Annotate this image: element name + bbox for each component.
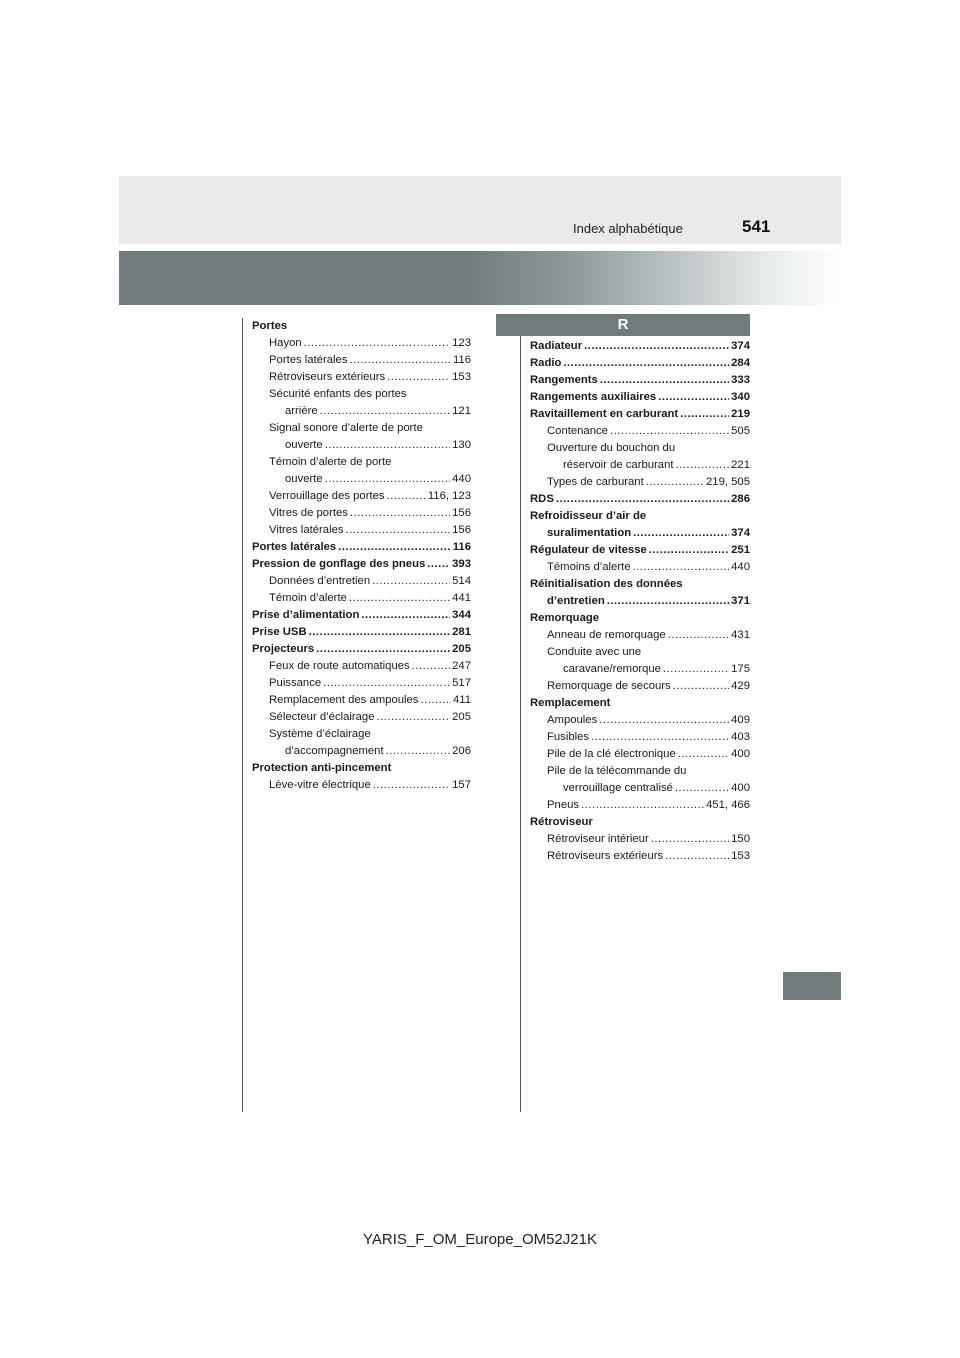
- leader-dots: [350, 505, 450, 522]
- index-entry: [252, 658, 471, 675]
- index-entry-page: 116, 123: [427, 490, 471, 502]
- index-entry-term: Vitres de portes: [269, 507, 348, 519]
- leader-dots: [633, 525, 729, 542]
- index-entry-term: Anneau de remorquage: [547, 629, 666, 641]
- index-entry-term: Pression de gonflage des pneus: [252, 558, 426, 570]
- index-entry-page: 251: [731, 544, 750, 556]
- index-entry: [252, 624, 471, 641]
- index-entry-page: 121: [452, 405, 471, 417]
- index-entry-page: 116: [452, 354, 471, 366]
- index-entry: [530, 389, 750, 406]
- index-entry-page: 156: [452, 524, 471, 536]
- index-entry: [252, 420, 471, 437]
- index-entry-term: Remplacement: [530, 697, 611, 709]
- leader-dots: [633, 559, 730, 576]
- index-entry-term: Ampoules: [547, 714, 598, 726]
- index-entry: [530, 338, 750, 355]
- index-entry: [530, 831, 750, 848]
- index-entry-page: 219: [731, 408, 750, 420]
- index-entry: [252, 352, 471, 369]
- index-entry-page: 344: [452, 609, 471, 621]
- index-entry: [252, 777, 471, 794]
- index-entry-term: Sécurité enfants des portes: [269, 388, 407, 400]
- leader-dots: [649, 542, 729, 559]
- center-column-rule: [520, 318, 521, 1112]
- index-entry: [530, 355, 750, 372]
- leader-dots: [680, 406, 729, 423]
- index-entry-term: Pneus: [547, 799, 580, 811]
- index-entry: [530, 627, 750, 644]
- index-entry: [252, 556, 471, 573]
- leader-dots: [320, 403, 450, 420]
- leader-dots: [387, 369, 450, 386]
- index-entry-page: 206: [452, 745, 471, 757]
- index-entry-page: 130: [452, 439, 471, 451]
- index-entry-term: Pile de la télécommande du: [547, 765, 687, 777]
- index-entry: [530, 729, 750, 746]
- index-entry-term: Radiateur: [530, 340, 583, 352]
- index-entry-term: Conduite avec une: [547, 646, 642, 658]
- index-entry-term: Témoin d’alerte: [269, 592, 347, 604]
- leader-dots: [563, 355, 729, 372]
- index-entry-term: Puissance: [269, 677, 322, 689]
- index-entry-term: Pile de la clé électronique: [547, 748, 676, 760]
- leader-dots: [665, 848, 729, 865]
- leader-dots: [323, 675, 450, 692]
- index-entry-page: 284: [731, 357, 750, 369]
- leader-dots: [350, 352, 451, 369]
- header-band: [119, 176, 841, 244]
- index-entry-page: 440: [731, 561, 750, 573]
- index-entry-page: 371: [731, 595, 750, 607]
- index-entry-page: 205: [452, 643, 471, 655]
- index-entry-page: 153: [452, 371, 471, 383]
- leader-dots: [675, 780, 729, 797]
- index-entry-term: Rétroviseur intérieur: [547, 833, 649, 845]
- index-entry-page: 400: [731, 782, 750, 794]
- index-entry: [252, 573, 471, 590]
- index-entry-page: 150: [731, 833, 750, 845]
- leader-dots: [581, 797, 704, 814]
- index-entry: [530, 440, 750, 457]
- index-entry: [530, 763, 750, 780]
- index-entry-page: 333: [731, 374, 750, 386]
- leader-dots: [349, 590, 450, 607]
- index-entry-term: Réinitialisation des données: [530, 578, 683, 590]
- index-entry-term: Types de carburant: [547, 476, 644, 488]
- index-entry-term: Données d’entretien: [269, 575, 371, 587]
- index-entry: [530, 576, 750, 593]
- index-entry: [252, 760, 471, 777]
- index-entry-page: 219, 505: [706, 476, 750, 488]
- index-entry-term: Rangements: [530, 374, 598, 386]
- index-entry-page: 156: [452, 507, 471, 519]
- index-entry-page: 409: [731, 714, 750, 726]
- index-entry: [252, 675, 471, 692]
- index-entry-term: verrouillage centralisé: [563, 782, 673, 794]
- index-entry-page: 157: [452, 779, 471, 791]
- index-entry-page: 247: [452, 660, 471, 672]
- index-entry: [530, 780, 750, 797]
- index-entry-page: 175: [731, 663, 750, 675]
- index-entry-term: Ouverture du bouchon du: [547, 442, 676, 454]
- index-entry-term: réservoir de carburant: [563, 459, 674, 471]
- leader-dots: [309, 624, 451, 641]
- leader-dots: [651, 831, 729, 848]
- index-entry: [252, 692, 471, 709]
- index-entry-page: 403: [731, 731, 750, 743]
- leader-dots: [658, 389, 729, 406]
- index-entry-term: Protection anti-pincement: [252, 762, 392, 774]
- index-entry: [252, 437, 471, 454]
- index-entry-term: Verrouillage des portes: [269, 490, 385, 502]
- index-entry-page: 123: [452, 337, 471, 349]
- leader-dots: [412, 658, 450, 675]
- index-entry: [252, 454, 471, 471]
- leader-dots: [663, 661, 729, 678]
- index-entry-term: Régulateur de vitesse: [530, 544, 647, 556]
- document-code: YARIS_F_OM_Europe_OM52J21K: [362, 1231, 597, 1248]
- index-entry: [530, 746, 750, 763]
- index-entry-term: Rétroviseurs extérieurs: [269, 371, 386, 383]
- index-entry-page: 451, 466: [706, 799, 750, 811]
- index-entry: [530, 695, 750, 712]
- leader-dots: [646, 474, 704, 491]
- index-entry-term: arrière: [285, 405, 318, 417]
- leader-dots: [387, 488, 426, 505]
- index-entry-page: 505: [731, 425, 750, 437]
- index-entry-term: Hayon: [269, 337, 302, 349]
- index-entry-page: 374: [731, 527, 750, 539]
- index-entry-term: Remplacement des ampoules: [269, 694, 419, 706]
- index-entry-term: Sélecteur d’éclairage: [269, 711, 375, 723]
- index-entry: [252, 539, 471, 556]
- index-entry-term: caravane/remorque: [563, 663, 661, 675]
- leader-dots: [377, 709, 451, 726]
- index-entry: [530, 848, 750, 865]
- index-column-right: [530, 338, 750, 865]
- index-column-left: [252, 318, 471, 794]
- index-entry-term: Témoins d’alerte: [547, 561, 631, 573]
- index-entry: [530, 814, 750, 831]
- index-entry-term: Refroidisseur d’air de: [530, 510, 647, 522]
- leader-dots: [607, 593, 729, 610]
- chapter-thumb-tab: [783, 972, 841, 1000]
- index-entry-page: 514: [452, 575, 471, 587]
- index-entry-term: Signal sonore d’alerte de porte: [269, 422, 423, 434]
- index-entry: [530, 542, 750, 559]
- leader-dots: [386, 743, 451, 760]
- index-entry-term: Feux de route automatiques: [269, 660, 410, 672]
- index-entry: [530, 423, 750, 440]
- index-entry: [530, 712, 750, 729]
- index-entry-term: Vitres latérales: [269, 524, 344, 536]
- section-letter-heading: R: [496, 314, 750, 336]
- leader-dots: [668, 627, 729, 644]
- index-entry-page: 440: [452, 473, 471, 485]
- leader-dots: [599, 712, 729, 729]
- index-entry: [252, 607, 471, 624]
- index-entry-term: Fusibles: [547, 731, 590, 743]
- index-entry: [252, 471, 471, 488]
- index-entry: [530, 644, 750, 661]
- index-entry: [530, 508, 750, 525]
- leader-dots: [591, 729, 729, 746]
- index-entry: [252, 403, 471, 420]
- leader-dots: [325, 471, 450, 488]
- leader-dots: [346, 522, 451, 539]
- index-entry-term: Système d’éclairage: [269, 728, 371, 740]
- leader-dots: [600, 372, 729, 389]
- index-entry-term: RDS: [530, 493, 554, 505]
- index-entry-term: suralimentation: [547, 527, 632, 539]
- index-entry-term: Témoin d’alerte de porte: [269, 456, 392, 468]
- index-entry: [252, 522, 471, 539]
- index-entry-page: 374: [731, 340, 750, 352]
- index-entry: [252, 743, 471, 760]
- index-entry: [252, 590, 471, 607]
- leader-dots: [676, 457, 730, 474]
- page-number: 541: [742, 217, 771, 236]
- index-entry: [252, 386, 471, 403]
- index-entry: [530, 372, 750, 389]
- index-entry-page: 431: [731, 629, 750, 641]
- page-title: Index alphabétique: [573, 221, 683, 236]
- index-entry-page: 429: [731, 680, 750, 692]
- index-entry-term: Lève-vitre électrique: [269, 779, 371, 791]
- index-entry-term: ouverte: [285, 473, 323, 485]
- leader-dots: [678, 746, 729, 763]
- leader-dots: [673, 678, 729, 695]
- index-entry-term: Prise USB: [252, 626, 307, 638]
- index-entry-page: 411: [452, 694, 471, 706]
- leader-dots: [427, 556, 450, 573]
- index-entry: [530, 610, 750, 627]
- index-entry-page: 441: [452, 592, 471, 604]
- index-entry-term: Rétroviseurs extérieurs: [547, 850, 664, 862]
- leader-dots: [610, 423, 729, 440]
- leader-dots: [420, 692, 451, 709]
- index-entry-term: Portes: [252, 320, 288, 332]
- index-entry: [252, 641, 471, 658]
- index-entry-term: Ravitaillement en carburant: [530, 408, 679, 420]
- index-entry-term: Prise d’alimentation: [252, 609, 360, 621]
- index-entry: [252, 505, 471, 522]
- index-entry-page: 116: [452, 541, 471, 553]
- index-entry-term: Remorquage: [530, 612, 600, 624]
- leader-dots: [373, 777, 450, 794]
- index-entry-term: Contenance: [547, 425, 608, 437]
- index-entry-term: Projecteurs: [252, 643, 315, 655]
- leader-dots: [556, 491, 729, 508]
- index-entry: [252, 335, 471, 352]
- index-entry: [252, 726, 471, 743]
- index-entry-page: 340: [731, 391, 750, 403]
- leader-dots: [372, 573, 450, 590]
- leader-dots: [316, 641, 450, 658]
- index-entry-page: 286: [731, 493, 750, 505]
- leader-dots: [304, 335, 450, 352]
- index-entry-term: ouverte: [285, 439, 323, 451]
- index-entry-page: 400: [731, 748, 750, 760]
- index-entry-term: Remorquage de secours: [547, 680, 671, 692]
- index-entry-page: 517: [452, 677, 471, 689]
- leader-dots: [325, 437, 450, 454]
- index-entry: [530, 797, 750, 814]
- index-entry: [252, 318, 471, 335]
- leader-dots: [338, 539, 451, 556]
- left-column-rule: [242, 318, 243, 1112]
- index-entry: [530, 406, 750, 423]
- index-entry-term: Rétroviseur: [530, 816, 593, 828]
- index-entry: [252, 488, 471, 505]
- index-entry-term: Radio: [530, 357, 562, 369]
- index-entry: [530, 474, 750, 491]
- leader-dots: [584, 338, 729, 355]
- section-banner: [119, 251, 841, 305]
- index-entry: [530, 593, 750, 610]
- index-entry-term: d’entretien: [547, 595, 605, 607]
- index-entry: [252, 369, 471, 386]
- index-entry: [530, 491, 750, 508]
- leader-dots: [361, 607, 450, 624]
- index-entry-term: Rangements auxiliaires: [530, 391, 657, 403]
- index-entry: [530, 559, 750, 576]
- index-entry-page: 221: [731, 459, 750, 471]
- index-entry-term: Portes latérales: [252, 541, 337, 553]
- index-entry-page: 205: [452, 711, 471, 723]
- index-entry-page: 153: [731, 850, 750, 862]
- index-entry-term: Portes latérales: [269, 354, 348, 366]
- index-entry: [530, 525, 750, 542]
- index-entry: [530, 457, 750, 474]
- index-entry: [252, 709, 471, 726]
- index-entry-page: 281: [452, 626, 471, 638]
- index-entry-page: 393: [452, 558, 471, 570]
- index-entry: [530, 678, 750, 695]
- index-entry-term: d’accompagnement: [285, 745, 384, 757]
- index-entry: [530, 661, 750, 678]
